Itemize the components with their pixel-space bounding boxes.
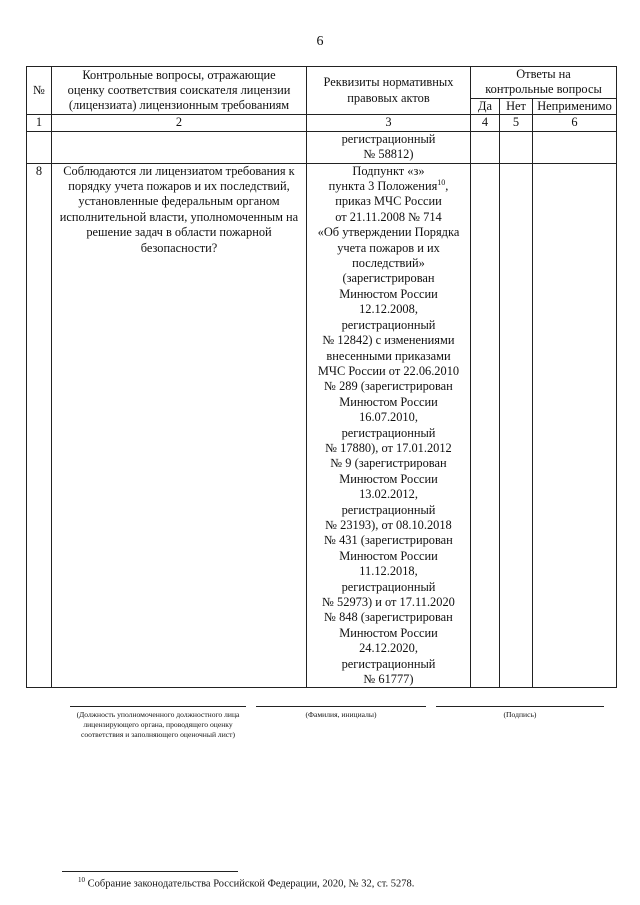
name-line bbox=[256, 706, 426, 707]
answer-not-applicable-cell[interactable] bbox=[533, 163, 617, 688]
answer-yes-cell[interactable] bbox=[471, 163, 500, 688]
continuation-row bbox=[27, 131, 617, 163]
answer-no-cell[interactable] bbox=[500, 163, 533, 688]
continuation-requisites: регистрационный № 58812) bbox=[307, 131, 471, 163]
checklist-table bbox=[26, 66, 617, 688]
continuation-question-cell bbox=[52, 131, 307, 163]
footnote-reference: 10 bbox=[437, 177, 446, 187]
signature-caption: (Подпись) bbox=[503, 710, 537, 719]
header-num: № bbox=[27, 67, 52, 115]
requisites-part2: , приказ МЧС России от 21.11.2008 № 714 «Об утверждении Порядка учета пожаров и их последствий» (зарегистрирован Минюстом России 12.12.2008, регистрационный № 12842) с изменениями внесенными приказами МЧС России от 22.06.2010 № 289 (зарегистрирован Минюстом России 16.07.2010, регистрационный № 17880), от 17.01.2012 № 9 (зарегистрирован Минюстом России 13.02.2012, регистрационный № 23193), от 08.10.2018 № 431 (зарегистрирован Минюстом России 11.12.2018, регистрационный № 52973) и от 17.11.2020 № 848 (зарегистрирован Минюстом России 24.12.2020, регистрационный № 61777) bbox=[317, 179, 460, 687]
header-requisites: Реквизиты нормативных правовых актов bbox=[307, 67, 471, 115]
row-number: 8 bbox=[27, 163, 52, 688]
header-row bbox=[27, 67, 617, 99]
name-caption: (Фамилия, инициалы) bbox=[305, 710, 377, 719]
col-number: 3 bbox=[307, 115, 471, 131]
question-text: Соблюдаются ли лицензиатом требования к порядку учета пожаров и их последствий, установленные федеральным органом исполнительной власти, уполномоченным на решение задач в области пожарной безопасности? bbox=[52, 163, 307, 688]
signature-line bbox=[436, 706, 604, 707]
continuation-no-cell bbox=[500, 131, 533, 163]
requisites-text bbox=[307, 163, 471, 688]
header-question: Контрольные вопросы, отражающие оценку соответствия соискателя лицензии (лицензиата) лицензионным требованиям bbox=[52, 67, 307, 115]
table-row bbox=[27, 163, 617, 688]
col-number: 1 bbox=[27, 115, 52, 131]
continuation-na-cell bbox=[533, 131, 617, 163]
page-number: 6 bbox=[316, 34, 324, 49]
position-line bbox=[70, 706, 246, 707]
header-not-applicable: Неприменимо bbox=[533, 98, 617, 114]
continuation-num-cell bbox=[27, 131, 52, 163]
header-answers: Ответы на контрольные вопросы bbox=[471, 67, 617, 99]
footnote-rule bbox=[62, 871, 238, 872]
header-yes: Да bbox=[471, 98, 500, 114]
requisites-part1: Подпункт «з» пункта 3 Положения bbox=[328, 163, 438, 194]
col-number: 2 bbox=[52, 115, 307, 131]
col-number: 4 bbox=[471, 115, 500, 131]
footnote-mark: 10 bbox=[78, 876, 85, 884]
column-numbers-row bbox=[27, 115, 617, 131]
col-number: 6 bbox=[533, 115, 617, 131]
header-no: Нет bbox=[500, 98, 533, 114]
footnote-text: Собрание законодательства Российской Федерации, 2020, № 32, ст. 5278. bbox=[85, 878, 415, 890]
col-number: 5 bbox=[500, 115, 533, 131]
continuation-yes-cell bbox=[471, 131, 500, 163]
position-caption: (Должность уполномоченного должностного лица лицензирующего органа, проводящего оценку соответствия и заполняющего оценочный лист) bbox=[76, 710, 240, 739]
footnote bbox=[78, 876, 414, 890]
